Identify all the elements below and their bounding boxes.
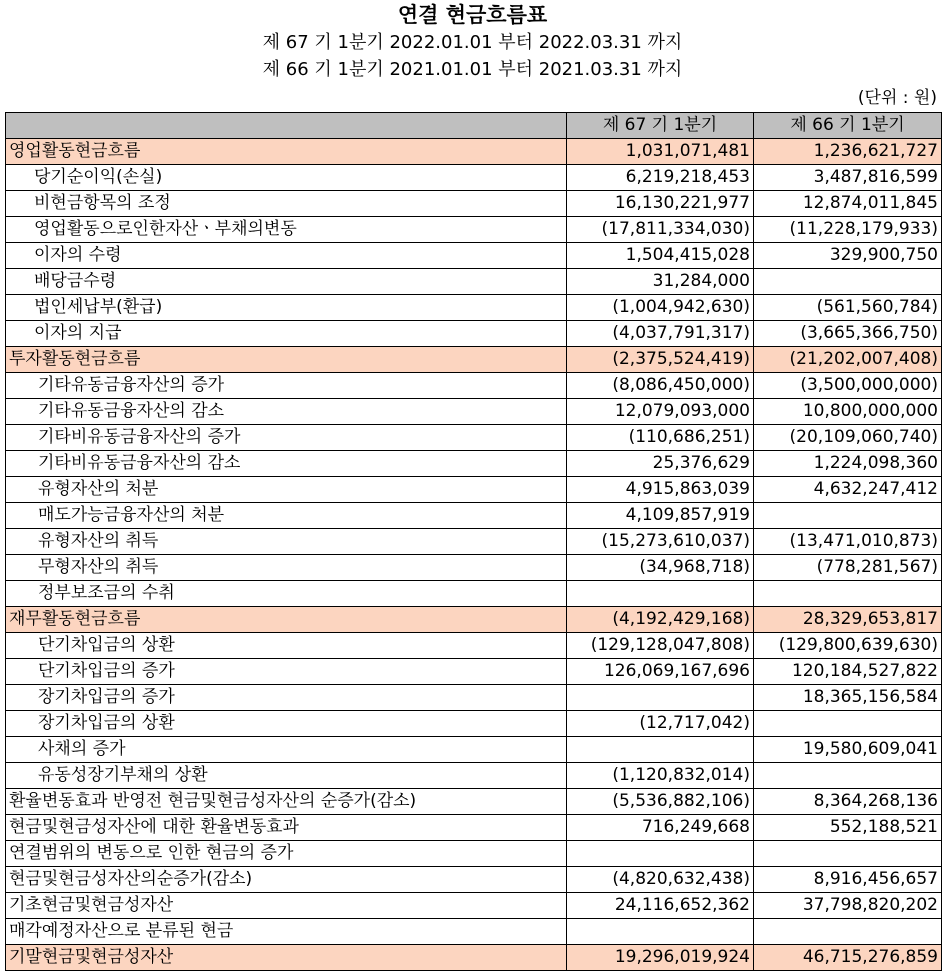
row-label: 장기차입금의 상환 bbox=[6, 711, 567, 737]
table-row bbox=[6, 633, 942, 659]
table-row bbox=[6, 399, 942, 425]
table-row bbox=[6, 763, 942, 789]
table-row bbox=[6, 529, 942, 555]
row-value-current: (8,086,450,000) bbox=[567, 373, 754, 399]
row-value-prior: (778,281,567) bbox=[754, 555, 942, 581]
row-value-current bbox=[567, 919, 754, 945]
table-row bbox=[6, 815, 942, 841]
row-value-current: (4,820,632,438) bbox=[567, 867, 754, 893]
row-value-current: (4,037,791,317) bbox=[567, 321, 754, 347]
row-value-prior: 28,329,653,817 bbox=[754, 607, 942, 633]
row-value-current: 12,079,093,000 bbox=[567, 399, 754, 425]
statement-title: 연결 현금흐름표 bbox=[397, 3, 548, 27]
column-header-prior: 제 66 기 1분기 bbox=[754, 113, 942, 139]
row-label: 단기차입금의 상환 bbox=[6, 633, 567, 659]
row-value-current: 25,376,629 bbox=[567, 451, 754, 477]
row-value-prior: 120,184,527,822 bbox=[754, 659, 942, 685]
row-value-prior: 1,236,621,727 bbox=[754, 139, 942, 165]
row-value-current: 126,069,167,696 bbox=[567, 659, 754, 685]
row-value-prior: (20,109,060,740) bbox=[754, 425, 942, 451]
row-label: 이자의 지급 bbox=[6, 321, 567, 347]
row-value-current: (2,375,524,419) bbox=[567, 347, 754, 373]
row-value-current: (15,273,610,037) bbox=[567, 529, 754, 555]
column-header-label bbox=[6, 113, 567, 139]
row-value-current: 1,031,071,481 bbox=[567, 139, 754, 165]
table-row bbox=[6, 321, 942, 347]
row-label: 무형자산의 취득 bbox=[6, 555, 567, 581]
row-value-prior: 4,632,247,412 bbox=[754, 477, 942, 503]
row-label: 기타비유동금융자산의 증가 bbox=[6, 425, 567, 451]
row-value-prior: 1,224,098,360 bbox=[754, 451, 942, 477]
section-row bbox=[6, 607, 942, 633]
row-label: 연결범위의 변동으로 인한 현금의 증가 bbox=[6, 841, 567, 867]
row-value-prior: 19,580,609,041 bbox=[754, 737, 942, 763]
table-row bbox=[6, 191, 942, 217]
row-value-current: (129,128,047,808) bbox=[567, 633, 754, 659]
row-value-current bbox=[567, 737, 754, 763]
row-value-prior: (13,471,010,873) bbox=[754, 529, 942, 555]
section-row bbox=[6, 139, 942, 165]
row-value-prior: 10,800,000,000 bbox=[754, 399, 942, 425]
row-value-current: (34,968,718) bbox=[567, 555, 754, 581]
row-label: 비현금항목의 조정 bbox=[6, 191, 567, 217]
table-row bbox=[6, 919, 942, 945]
row-value-prior: 8,364,268,136 bbox=[754, 789, 942, 815]
row-label: 영업활동으로인한자산ㆍ부채의변동 bbox=[6, 217, 567, 243]
row-value-prior: 8,916,456,657 bbox=[754, 867, 942, 893]
table-row bbox=[6, 841, 942, 867]
row-value-prior: 46,715,276,859 bbox=[754, 945, 942, 971]
table-row bbox=[6, 425, 942, 451]
table-row bbox=[6, 477, 942, 503]
table-row bbox=[6, 243, 942, 269]
table-row bbox=[6, 659, 942, 685]
section-row bbox=[6, 945, 942, 971]
row-value-prior: 552,188,521 bbox=[754, 815, 942, 841]
row-value-prior: (3,665,366,750) bbox=[754, 321, 942, 347]
row-value-current: (17,811,334,030) bbox=[567, 217, 754, 243]
row-value-prior bbox=[754, 581, 942, 607]
row-value-current: 31,284,000 bbox=[567, 269, 754, 295]
row-value-current: 4,109,857,919 bbox=[567, 503, 754, 529]
row-value-current bbox=[567, 841, 754, 867]
row-label: 재무활동현금흐름 bbox=[6, 607, 567, 633]
row-label: 이자의 수령 bbox=[6, 243, 567, 269]
row-value-current bbox=[567, 581, 754, 607]
table-row bbox=[6, 503, 942, 529]
table-row bbox=[6, 373, 942, 399]
row-value-prior bbox=[754, 919, 942, 945]
table-row bbox=[6, 893, 942, 919]
row-label: 기초현금및현금성자산 bbox=[6, 893, 567, 919]
row-value-prior: (561,560,784) bbox=[754, 295, 942, 321]
row-label: 환율변동효과 반영전 현금및현금성자산의 순증가(감소) bbox=[6, 789, 567, 815]
row-label: 법인세납부(환급) bbox=[6, 295, 567, 321]
row-value-current: (110,686,251) bbox=[567, 425, 754, 451]
row-value-current: 4,915,863,039 bbox=[567, 477, 754, 503]
row-label: 기타유동금융자산의 감소 bbox=[6, 399, 567, 425]
row-label: 배당금수령 bbox=[6, 269, 567, 295]
row-label: 유형자산의 취득 bbox=[6, 529, 567, 555]
table-row bbox=[6, 789, 942, 815]
row-label: 투자활동현금흐름 bbox=[6, 347, 567, 373]
row-value-prior: (21,202,007,408) bbox=[754, 347, 942, 373]
row-value-current: 19,296,019,924 bbox=[567, 945, 754, 971]
table-row bbox=[6, 269, 942, 295]
row-label: 장기차입금의 증가 bbox=[6, 685, 567, 711]
row-value-prior bbox=[754, 503, 942, 529]
row-value-current: (1,120,832,014) bbox=[567, 763, 754, 789]
table-row bbox=[6, 685, 942, 711]
row-label: 영업활동현금흐름 bbox=[6, 139, 567, 165]
row-value-current: 6,219,218,453 bbox=[567, 165, 754, 191]
unit-label: (단위 : 원) bbox=[857, 88, 937, 108]
row-value-current: (4,192,429,168) bbox=[567, 607, 754, 633]
row-value-current: (1,004,942,630) bbox=[567, 295, 754, 321]
column-header-current: 제 67 기 1분기 bbox=[567, 113, 754, 139]
table-row bbox=[6, 555, 942, 581]
row-value-current: (12,717,042) bbox=[567, 711, 754, 737]
table-row bbox=[6, 217, 942, 243]
cash-flow-table bbox=[5, 112, 942, 971]
table-row bbox=[6, 737, 942, 763]
row-label: 단기차입금의 증가 bbox=[6, 659, 567, 685]
row-label: 유형자산의 처분 bbox=[6, 477, 567, 503]
row-value-current bbox=[567, 685, 754, 711]
row-value-current: 16,130,221,977 bbox=[567, 191, 754, 217]
section-row bbox=[6, 347, 942, 373]
row-value-prior: 18,365,156,584 bbox=[754, 685, 942, 711]
period-prior: 제 66 기 1분기 2021.01.01 부터 2021.03.31 까지 bbox=[262, 59, 683, 80]
row-value-prior: (3,500,000,000) bbox=[754, 373, 942, 399]
row-value-prior: (11,228,179,933) bbox=[754, 217, 942, 243]
row-value-prior: 37,798,820,202 bbox=[754, 893, 942, 919]
row-label: 현금및현금성자산에 대한 환율변동효과 bbox=[6, 815, 567, 841]
period-current: 제 67 기 1분기 2022.01.01 부터 2022.03.31 까지 bbox=[262, 32, 683, 53]
row-value-prior: (129,800,639,630) bbox=[754, 633, 942, 659]
row-value-current: 1,504,415,028 bbox=[567, 243, 754, 269]
row-label: 매각예정자산으로 분류된 현금 bbox=[6, 919, 567, 945]
table-row bbox=[6, 451, 942, 477]
row-value-prior bbox=[754, 269, 942, 295]
row-label: 정부보조금의 수취 bbox=[6, 581, 567, 607]
row-label: 매도가능금융자산의 처분 bbox=[6, 503, 567, 529]
row-label: 유동성장기부채의 상환 bbox=[6, 763, 567, 789]
table-row bbox=[6, 867, 942, 893]
table-row bbox=[6, 711, 942, 737]
row-value-current: 24,116,652,362 bbox=[567, 893, 754, 919]
table-row bbox=[6, 295, 942, 321]
row-label: 당기순이익(손실) bbox=[6, 165, 567, 191]
row-value-prior: 12,874,011,845 bbox=[754, 191, 942, 217]
table-row bbox=[6, 165, 942, 191]
row-label: 현금및현금성자산의순증가(감소) bbox=[6, 867, 567, 893]
row-value-prior bbox=[754, 841, 942, 867]
row-value-prior: 329,900,750 bbox=[754, 243, 942, 269]
row-value-prior bbox=[754, 763, 942, 789]
row-label: 기타비유동금융자산의 감소 bbox=[6, 451, 567, 477]
row-label: 기타유동금융자산의 증가 bbox=[6, 373, 567, 399]
row-label: 기말현금및현금성자산 bbox=[6, 945, 567, 971]
table-row bbox=[6, 581, 942, 607]
row-value-prior: 3,487,816,599 bbox=[754, 165, 942, 191]
row-value-current: (5,536,882,106) bbox=[567, 789, 754, 815]
table-header-row bbox=[6, 113, 942, 139]
row-value-prior bbox=[754, 711, 942, 737]
row-value-current: 716,249,668 bbox=[567, 815, 754, 841]
row-label: 사채의 증가 bbox=[6, 737, 567, 763]
